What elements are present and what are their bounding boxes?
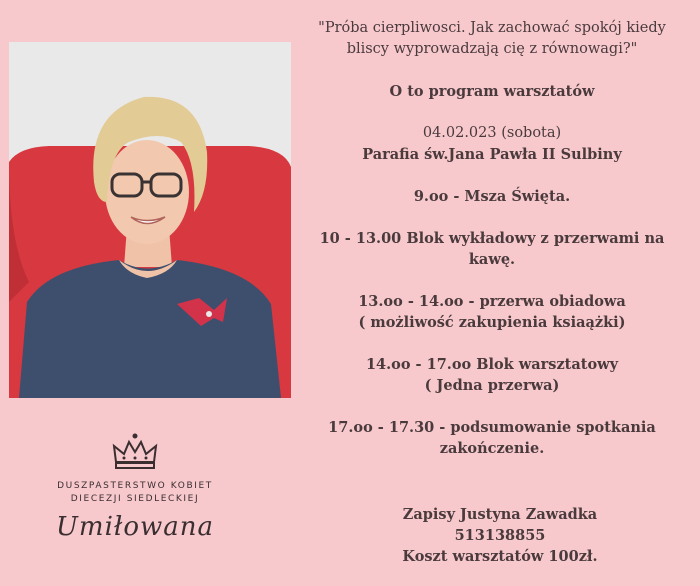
ministry-logo bbox=[20, 432, 250, 542]
signature-text: Umiłowana bbox=[56, 512, 214, 542]
schedule-item-note: ( Jedna przerwa) bbox=[424, 377, 560, 394]
signup-phone: 513138855 bbox=[454, 527, 546, 544]
program-heading: O to program warsztatów bbox=[389, 83, 595, 100]
workshop-quote: "Próba cierpliwosci. Jak zachować spokój kiedy bliscy wyprowadzają cię z równowagi?" bbox=[318, 20, 666, 57]
portrait-photo bbox=[9, 42, 291, 398]
schedule-item: 14.oo - 17.oo Blok warsztatowy bbox=[365, 356, 619, 373]
signup-info bbox=[340, 504, 660, 567]
schedule-item-note: zakończenie. bbox=[439, 440, 545, 457]
schedule-item: 9.oo - Msza Święta. bbox=[413, 188, 571, 205]
program-info bbox=[296, 18, 688, 459]
workshop-cost: Koszt warsztatów 100zł. bbox=[402, 548, 598, 565]
crown-icon bbox=[112, 432, 158, 472]
org-name-line1: DUSZPASTERSTWO KOBIET bbox=[57, 481, 213, 491]
org-name-line2: DIECEZJI SIEDLECKIEJ bbox=[70, 494, 200, 504]
schedule-item: 17.oo - 17.30 - podsumowanie spotkania bbox=[328, 419, 656, 436]
schedule-item: 10 - 13.00 Blok wykładowy z przerwami na kawę. bbox=[319, 230, 665, 268]
signup-contact-name: Zapisy Justyna Zawadka bbox=[402, 506, 598, 523]
schedule-item-note: ( możliwość zakupienia ksiaążki) bbox=[358, 314, 626, 331]
schedule-item: 13.oo - 14.oo - przerwa obiadowa bbox=[358, 293, 626, 310]
event-date: 04.02.023 (sobota) bbox=[422, 125, 562, 141]
event-venue: Parafia św.Jana Pawła II Sulbiny bbox=[362, 146, 622, 163]
